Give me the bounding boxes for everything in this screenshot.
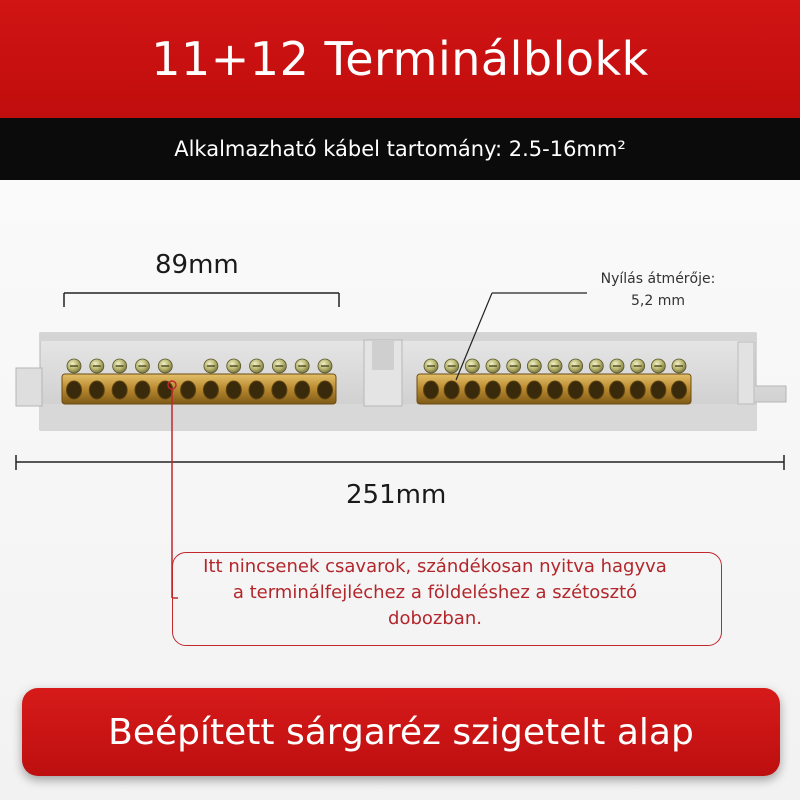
terminal-hole <box>158 381 173 399</box>
terminal-hole <box>548 381 563 399</box>
terminal-hole <box>203 381 218 399</box>
terminal-hole <box>295 381 310 399</box>
terminal-hole <box>568 381 583 399</box>
terminal-hole <box>318 381 333 399</box>
terminal-hole <box>589 381 604 399</box>
terminal-hole <box>527 381 542 399</box>
terminal-hole <box>181 381 196 399</box>
dimension-251-bracket <box>16 455 784 470</box>
feature-banner <box>22 688 780 776</box>
terminal-hole <box>112 381 127 399</box>
terminal-hole <box>651 381 666 399</box>
terminal-hole <box>424 381 439 399</box>
cable-range-text: Alkalmazható kábel tartomány: 2.5-16mm² <box>174 137 626 161</box>
dimension-89-label: 89mm <box>155 250 239 280</box>
terminal-hole <box>610 381 625 399</box>
terminal-hole <box>67 381 82 399</box>
hole-diameter-label <box>583 268 733 312</box>
dimension-251-label: 251mm <box>346 480 447 510</box>
hole-diameter-title: Nyílás átmérője: <box>600 271 716 287</box>
note-text: Itt nincsenek csavarok, szándékosan nyitva hagyva a terminálfejléchez a földeléshez a szétosztó dobozban. <box>203 556 667 629</box>
terminal-hole <box>465 381 480 399</box>
terminal-hole <box>444 381 459 399</box>
feature-banner-label: Beépített sárgaréz szigetelt alap <box>108 711 694 753</box>
terminal-hole <box>272 381 287 399</box>
page-title: 11+12 Terminálblokk <box>151 32 649 86</box>
terminal-hole <box>135 381 150 399</box>
terminal-hole <box>249 381 264 399</box>
terminal-hole <box>630 381 645 399</box>
terminal-hole <box>506 381 521 399</box>
terminal-hole <box>672 381 687 399</box>
terminal-hole <box>89 381 104 399</box>
dimension-89-bracket <box>64 293 339 307</box>
terminal-hole <box>226 381 241 399</box>
hole-diameter-value: 5,2 mm <box>631 293 685 309</box>
terminal-hole <box>486 381 501 399</box>
